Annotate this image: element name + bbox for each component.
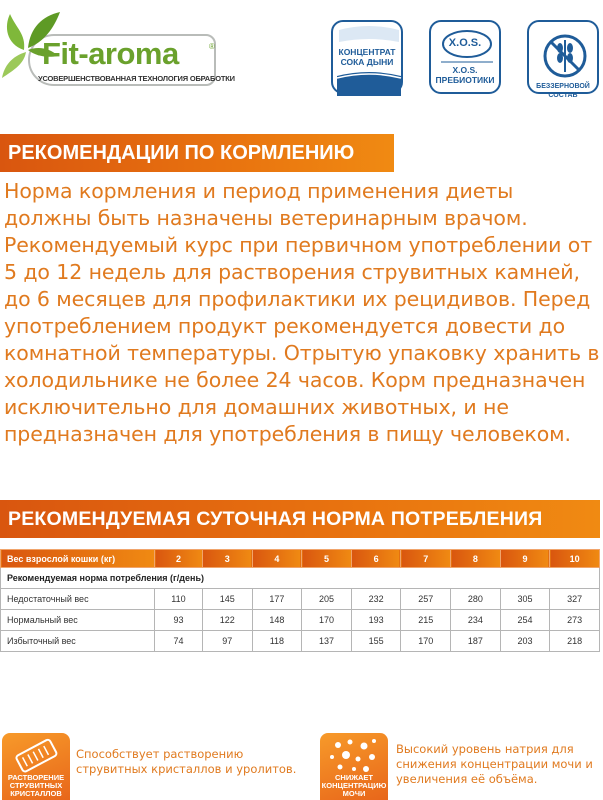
value-cell: 110 [155,589,203,610]
weight-cell: 6 [351,550,401,568]
feature-1-label-2: СТРУВИТНЫХ [9,781,63,790]
logo-name: Fit-aroma [42,36,179,71]
weight-cell: 10 [550,550,600,568]
value-cell: 145 [202,589,252,610]
value-cell: 97 [202,631,252,652]
value-cell: 234 [451,610,501,631]
value-cell: 177 [252,589,302,610]
feature-1-text [76,747,296,777]
feeding-text [4,178,602,448]
value-cell: 193 [351,610,401,631]
feeding-line: комнатной температуры. Отрытую упаковку хранить в [4,341,600,365]
value-cell: 137 [302,631,352,652]
weight-cell: 9 [500,550,550,568]
value-cell: 280 [451,589,501,610]
value-cell: 122 [202,610,252,631]
weight-cell: 3 [202,550,252,568]
value-cell: 187 [451,631,501,652]
table-row [1,610,600,631]
brand-logo [2,4,235,90]
value-cell: 254 [500,610,550,631]
badge-1-line2: СОКА ДЫНИ [340,57,394,67]
value-cell: 170 [302,610,352,631]
feeding-line: до 6 месяцев для профилактики их рецидивов. Перед [4,287,591,311]
feature-1-text-line: Способствует растворению [76,747,244,761]
feeding-line: исключительно для домашних животных, и не [4,395,509,419]
feeding-line: предназначен для употребления в пищу человеком. [4,422,571,446]
feature-2-label-3: МОЧИ [342,789,366,798]
daily-norm-table [0,549,600,652]
badge-1-line1: КОНЦЕНТРАТ [338,47,396,57]
table-header-label: Вес взрослой кошки (кг) [1,550,155,568]
value-cell: 155 [351,631,401,652]
value-cell: 74 [155,631,203,652]
table-row [1,589,600,610]
weight-cell: 4 [252,550,302,568]
value-cell: 118 [252,631,302,652]
feature-urine-badge [320,733,388,800]
badge-melon-juice [331,20,403,94]
feeding-line: 5 до 12 недель для растворения струвитных камней, [4,260,580,284]
row-label: Избыточный вес [1,631,155,652]
value-cell: 148 [252,610,302,631]
table-subheader-row [1,568,600,589]
row-label: Нормальный вес [1,610,155,631]
value-cell: 273 [550,610,600,631]
feeding-line: холодильнике не более 24 часов. Корм предназначен [4,368,586,392]
value-cell: 215 [401,610,451,631]
weight-cell: 5 [302,550,352,568]
feeding-section-title: РЕКОМЕНДАЦИИ ПО КОРМЛЕНИЮ [0,134,394,172]
table-subheader: Рекомендуемая норма потребления (г/день) [1,568,600,589]
badge-3-text: БЕЗЗЕРНОВОЙ СОСТАВ [536,83,590,99]
value-cell: 218 [550,631,600,652]
value-cell: 170 [401,631,451,652]
feeding-line: употреблением продукт рекомендуется довести до [4,314,566,338]
feature-2-label-2: КОНЦЕНТРАЦИЮ [321,781,387,790]
value-cell: 205 [302,589,352,610]
value-cell: 203 [500,631,550,652]
feature-2-text [396,742,593,787]
value-cell: 257 [401,589,451,610]
feeding-line: Норма кормления и период применения диеты [4,179,514,203]
badge-2-line1: X.O.S. [452,65,478,75]
value-cell: 327 [550,589,600,610]
row-label: Недостаточный вес [1,589,155,610]
daily-norm-section-title: РЕКОМЕНДУЕМАЯ СУТОЧНАЯ НОРМА ПОТРЕБЛЕНИЯ [0,500,600,538]
feature-1-label-1: РАСТВОРЕНИЕ [7,773,65,782]
feature-2-label-1: СНИЖАЕТ [334,773,373,782]
badge-2-top: X.O.S. [448,37,482,49]
weight-cell: 2 [155,550,203,568]
badge-prebiotics [429,20,501,94]
value-cell: 93 [155,610,203,631]
badge-2-line2: ПРЕБИОТИКИ [435,75,495,85]
badge-grain-free [527,20,599,99]
value-cell: 305 [500,589,550,610]
table-row [1,631,600,652]
feature-2-text-line: Высокий уровень натрия для [396,742,574,756]
feature-2-text-line: снижения концентрации мочи и [396,757,593,771]
weight-cell: 7 [401,550,451,568]
feature-1-label-3: КРИСТАЛЛОВ [10,789,62,798]
logo-registered-mark: ® [209,42,215,51]
table-header-row [1,550,600,568]
feature-struvite-badge [2,733,70,800]
weight-cell: 8 [451,550,501,568]
feeding-line: Рекомендуемый курс при первичном употреблении от [4,233,593,257]
logo-subtitle: УСОВЕРШЕНСТВОВАННАЯ ТЕХНОЛОГИЯ ОБРАБОТКИ [38,74,235,83]
feeding-line: должны быть назначены ветеринарным врачом. [4,206,528,230]
value-cell: 232 [351,589,401,610]
feature-1-text-line: струвитных кристаллов и уролитов. [76,762,297,776]
feature-2-text-line: увеличения её объёма. [396,772,538,786]
